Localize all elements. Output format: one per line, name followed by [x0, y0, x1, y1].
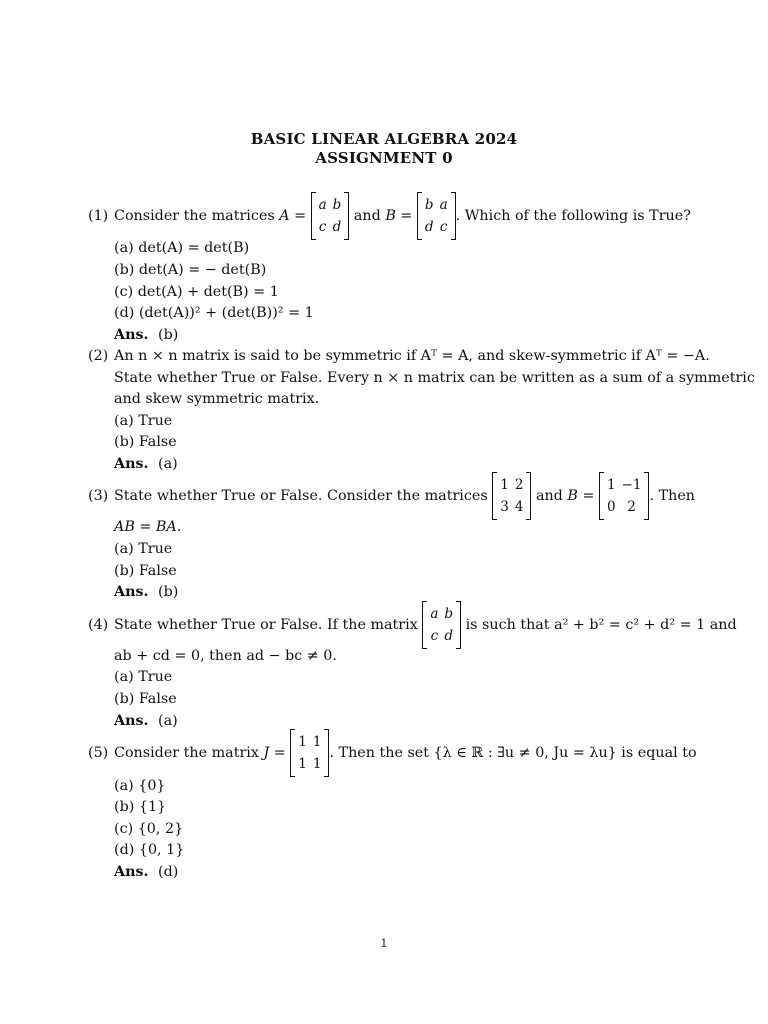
matrix-entry: a [318, 197, 327, 213]
q4-prefix: State whether True or False. If the matrix [114, 617, 423, 633]
equals-sign: = [269, 745, 291, 761]
matrix-entry: d [332, 219, 342, 235]
option-c: (c) det(A) + det(B) = 1 [114, 284, 279, 300]
answer-label: Ans. [114, 864, 149, 880]
matrix-entry: 2 [514, 477, 524, 493]
q2-line-3: and skew symmetric matrix. [114, 391, 320, 407]
answer-label: Ans. [114, 327, 149, 343]
matrix-entry: 1 [606, 477, 616, 493]
matrix-entry: c [318, 219, 327, 235]
question-number: (5) [88, 745, 109, 761]
q1-middle: and [349, 208, 386, 224]
matrix-entry: 1 [312, 756, 322, 772]
matrix-entry: 4 [514, 499, 524, 515]
matrix-entry: a [439, 197, 448, 213]
answer-value: (a) [158, 456, 178, 472]
answer-line [114, 582, 178, 602]
option-b: (b) {1} [114, 799, 167, 815]
answer-value: (b) [158, 327, 179, 343]
option-b: (b) False [114, 691, 177, 707]
matrix-entry: b [424, 197, 434, 213]
equals-sign: = [395, 208, 417, 224]
page-number: 1 [380, 937, 388, 950]
matrix-entry: d [424, 219, 434, 235]
matrix-2 [599, 472, 650, 520]
question-4-stem [114, 600, 737, 650]
option-d: (d) (det(A))² + (det(B))² = 1 [114, 305, 314, 321]
option-a: (a) True [114, 413, 173, 429]
option-c: (c) {0, 2} [114, 821, 184, 837]
answer-label: Ans. [114, 456, 149, 472]
answer-line [114, 325, 178, 345]
option-b: (b) det(A) = − det(B) [114, 262, 267, 278]
q3-line-2: AB = BA. [114, 519, 182, 535]
matrix-entry: 1 [500, 477, 509, 493]
equals-sign: = [289, 208, 311, 224]
matrix-entry: 2 [627, 499, 636, 515]
equals-sign: = [577, 488, 599, 504]
matrix-a-name: A [279, 208, 290, 224]
matrix-entry: c [439, 219, 448, 235]
question-5-stem [114, 728, 697, 778]
answer-value: (a) [158, 713, 178, 729]
matrix-entry: 1 [312, 734, 322, 750]
q1-suffix: . Which of the following is True? [455, 208, 691, 224]
title-line-2: ASSIGNMENT 0 [315, 149, 453, 167]
answer-label: Ans. [114, 713, 149, 729]
matrix-j-name: J [263, 745, 270, 761]
answer-value: (d) [158, 864, 179, 880]
question-number: (1) [88, 208, 109, 224]
title-line-1: BASIC LINEAR ALGEBRA 2024 [250, 130, 518, 148]
question-number: (4) [88, 617, 109, 633]
matrix-entry: b [332, 197, 342, 213]
question-number: (3) [88, 488, 109, 504]
matrix-m [422, 601, 461, 649]
q2-line-2: State whether True or False. Every n × n matrix can be written as a sum of a symmetric [114, 370, 755, 386]
q5-suffix: . Then the set {λ ∈ ℝ : ∃u ≠ 0, Ju = λu} is equal to [329, 745, 697, 761]
matrix-b [417, 192, 456, 240]
matrix-a [311, 192, 350, 240]
answer-label: Ans. [114, 584, 149, 600]
option-a: (a) det(A) = det(B) [114, 240, 250, 256]
q3-suffix: . Then [649, 488, 695, 504]
q4-line-2: ab + cd = 0, then ad − bc ≠ 0. [114, 648, 337, 664]
q1-prefix: Consider the matrices [114, 208, 280, 224]
question-1-stem [114, 191, 691, 241]
option-b: (b) False [114, 563, 177, 579]
matrix-j [290, 729, 329, 777]
option-a: (a) True [114, 541, 173, 557]
option-a: (a) {0} [114, 778, 166, 794]
question-number: (2) [88, 348, 109, 364]
matrix-entry: 0 [606, 499, 616, 515]
q2-line-1: An n × n matrix is said to be symmetric if Aᵀ = A, and skew-symmetric if Aᵀ = −A. [114, 348, 710, 364]
q3-prefix: State whether True or False. Consider the matrices [114, 488, 493, 504]
q5-prefix: Consider the matrix [114, 745, 264, 761]
matrix-b-name: B [567, 488, 578, 504]
matrix-entry: c [430, 628, 439, 644]
matrix-entry: −1 [621, 477, 642, 493]
answer-line [114, 862, 178, 882]
matrix-b-name: B [385, 208, 396, 224]
matrix-1 [492, 472, 531, 520]
matrix-entry: b [444, 606, 454, 622]
option-d: (d) {0, 1} [114, 842, 185, 858]
q4-suffix: is such that a² + b² = c² + d² = 1 and [461, 617, 737, 633]
q3-middle: and [531, 488, 568, 504]
matrix-entry: 1 [298, 734, 307, 750]
matrix-entry: 1 [298, 756, 307, 772]
question-3-stem [114, 471, 695, 521]
option-a: (a) True [114, 669, 173, 685]
matrix-entry: 3 [500, 499, 509, 515]
answer-value: (b) [158, 584, 179, 600]
matrix-entry: a [430, 606, 439, 622]
option-b: (b) False [114, 434, 177, 450]
matrix-entry: d [444, 628, 454, 644]
